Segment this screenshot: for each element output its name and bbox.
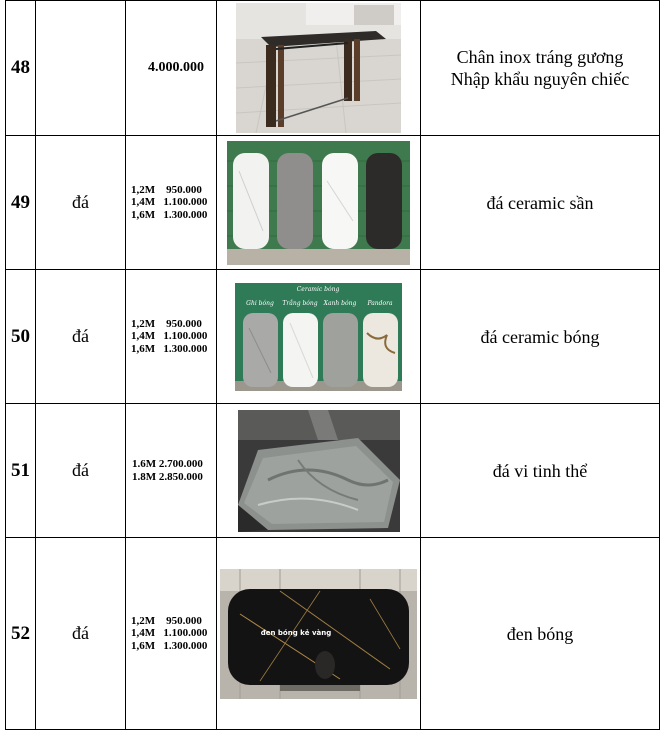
description-cell <box>421 538 660 730</box>
row-number: 50 <box>6 270 36 404</box>
description-cell <box>421 404 660 538</box>
product-image-cell <box>217 538 421 730</box>
image-caption: đen bóng kẻ vàng <box>260 628 332 637</box>
product-image-cell <box>217 270 421 404</box>
description-text: đen bóng <box>506 623 574 644</box>
material-cell <box>36 1 126 136</box>
description-text: đá ceramic sần <box>486 192 594 213</box>
description-text: đá ceramic bóng <box>480 326 600 347</box>
row-number: 52 <box>6 538 36 730</box>
table-row <box>6 136 660 270</box>
image-label: Ghi bóng <box>246 299 274 307</box>
product-image-cell <box>217 1 421 136</box>
product-image-cell <box>217 404 421 538</box>
price-line: 1,4M 1.100.000 <box>131 330 208 343</box>
price-line: 1,2M 950.000 <box>131 317 202 330</box>
matte-ceramic-slabs-photo <box>227 141 410 265</box>
price-line: 1,4M 1.100.000 <box>131 196 208 209</box>
description-cell <box>421 270 660 404</box>
image-label: Xanh bóng <box>323 299 357 307</box>
description-cell <box>421 136 660 270</box>
material-cell: đá <box>36 538 126 730</box>
stainless-steel-table-legs-photo <box>236 3 401 133</box>
price-line: 1,4M 1.100.000 <box>131 627 208 640</box>
table-row <box>6 1 660 136</box>
table-row <box>6 538 660 730</box>
description-text: Chân inox tráng gương Nhập khẩu nguyên chiếc <box>450 47 630 89</box>
price-table <box>5 0 660 730</box>
material-cell: đá <box>36 136 126 270</box>
description-text: đá vi tinh thể <box>492 460 588 481</box>
product-image-cell <box>217 136 421 270</box>
price-cell <box>126 404 217 538</box>
price-line: 1.8M 2.850.000 <box>132 470 203 483</box>
price-line: 1.6M 2.700.000 <box>132 458 203 470</box>
price-line: 1,2M 950.000 <box>131 183 202 196</box>
image-label: Trắng bóng <box>282 299 318 307</box>
row-number: 49 <box>6 136 36 270</box>
material-cell: đá <box>36 270 126 404</box>
row-number: 48 <box>6 1 36 136</box>
price-line: 1,2M 950.000 <box>131 614 202 627</box>
price-line: 1,6M 1.300.000 <box>131 639 208 652</box>
material-cell: đá <box>36 404 126 538</box>
price-cell <box>126 136 217 270</box>
table-row <box>6 404 660 538</box>
row-number: 51 <box>6 404 36 538</box>
price-line: 1,6M 1.300.000 <box>131 342 208 355</box>
sintered-stone-tabletop-photo <box>238 410 400 532</box>
price-cell <box>126 270 217 404</box>
price-cell <box>126 538 217 730</box>
image-label-top: Ceramic bóng <box>296 285 340 293</box>
glossy-ceramic-slabs-photo <box>235 283 402 391</box>
image-label: Pandora <box>367 299 393 307</box>
black-gloss-tabletop-photo <box>220 569 417 699</box>
price-line: 4.000.000 <box>148 59 204 75</box>
description-cell <box>421 1 660 136</box>
table-row <box>6 270 660 404</box>
price-cell <box>126 1 217 136</box>
price-line: 1,6M 1.300.000 <box>131 208 208 221</box>
